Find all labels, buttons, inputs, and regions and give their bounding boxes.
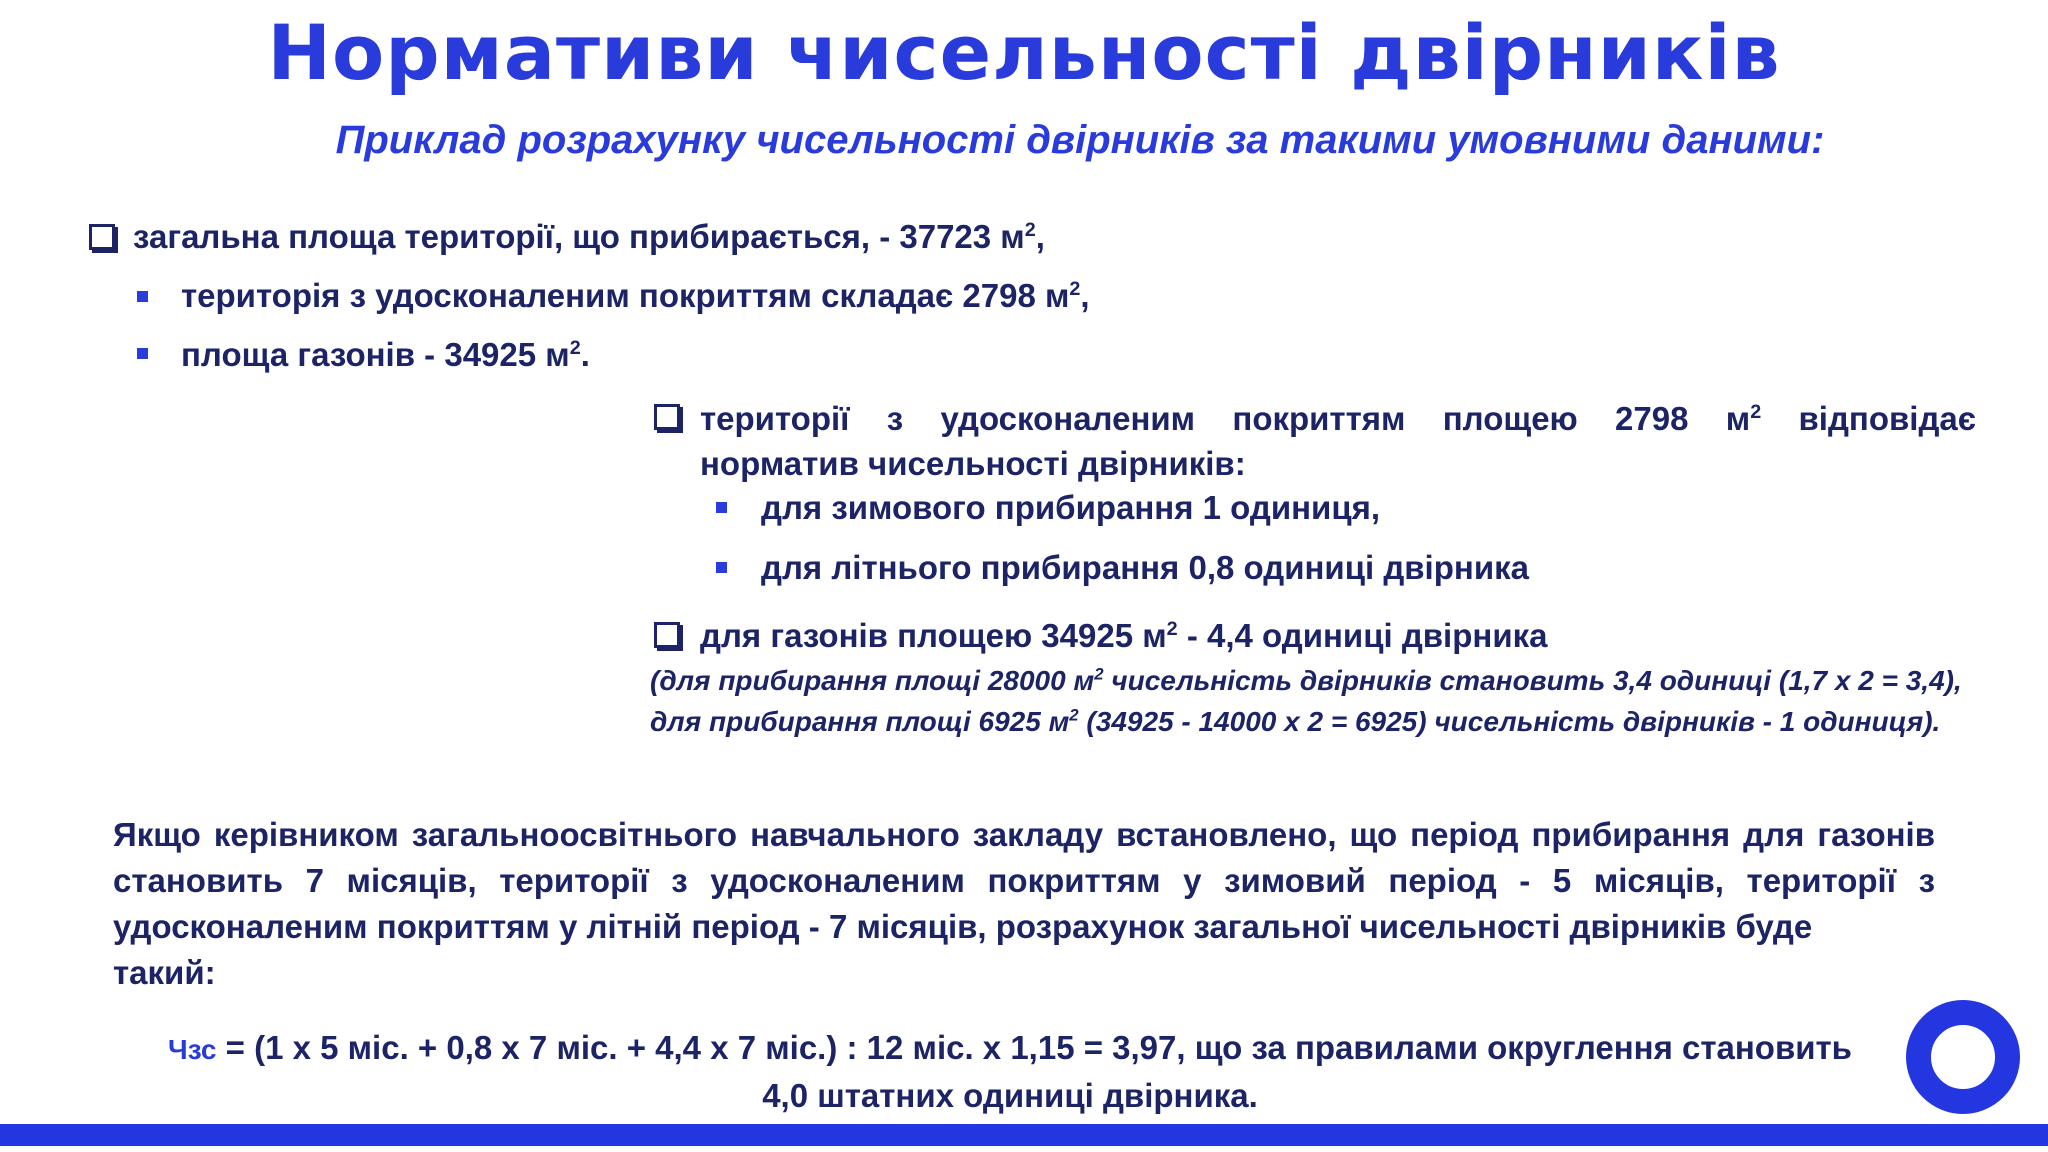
winter-norm-item: для зимового прибирання 1 одиниця, [761, 489, 1381, 526]
norm-item-line2: норматив чисельності двірників: [700, 445, 1246, 482]
square-bullet-icon [137, 291, 148, 302]
bottom-bar [0, 1124, 2048, 1146]
page-subtitle: Приклад розрахунку чисельності двірників за такими умовними даними: [335, 118, 1825, 162]
checkbox-bullet-icon [654, 404, 680, 430]
checkbox-bullet-icon [89, 224, 115, 250]
page-title: Нормативи чисельності двірників [267, 8, 1781, 97]
square-bullet-icon [137, 348, 148, 359]
square-bullet-icon [716, 562, 727, 573]
checkbox-bullet-icon [654, 622, 680, 648]
norm-item-line1: території з удосконаленим покриттям площею 2798 $м^2$ відповідає [700, 400, 1976, 437]
circle-decoration-icon [1906, 1000, 2020, 1114]
formula [130, 1025, 1890, 1119]
lawn-calculation-note: (для прибирання площі 28000 $м^2$ чисельність двірників становить 3,4 одиниці (1,7 х 2 = 3,4), для прибирання площі 6925 $м^2$ (34925 - 14000 х 2 = 6925) чисельність двірників - 1 одиниця). [650, 664, 1962, 737]
improved-area-item: територія з удосконаленим покриттям складає 2798 $м^2$, [181, 277, 1090, 314]
paragraph-last-line: такий: [113, 954, 216, 991]
formula-label: Чзс [168, 1034, 217, 1065]
lawn-norm-item: для газонів площею 34925 $м^2 - 4,4$ одиниці двірника [700, 617, 1548, 654]
total-area-item: загальна площа території, що прибирається, - 37723 $м^2$, [133, 218, 1045, 255]
formula-line1: Чзс = (1 х 5 міс. + 0,8 х 7 міс. + 4,4 х 7 міс.) : 12 міс. х 1,15 = 3,97, що за правилами округлення становить [168, 1029, 1852, 1066]
formula-line2: 4,0 штатних одиниці двірника. [762, 1077, 1258, 1114]
calculation-paragraph [113, 812, 1935, 996]
summer-norm-item: для літнього прибирання 0,8 одиниці двірника [761, 549, 1529, 586]
lawn-area-item: площа газонів - 34925 $м^2$. [181, 336, 590, 373]
paragraph-body: Якщо керівником загальноосвітнього навчального закладу встановлено, що період прибирання для газонів становить 7 місяців, території з удосконаленим покриттям у зимовий період - 5 місяців, території з удосконаленим покриттям у літній період - 7 місяців, розрахунок загальної чисельності двірників буде [113, 816, 1935, 945]
square-bullet-icon [716, 502, 727, 513]
